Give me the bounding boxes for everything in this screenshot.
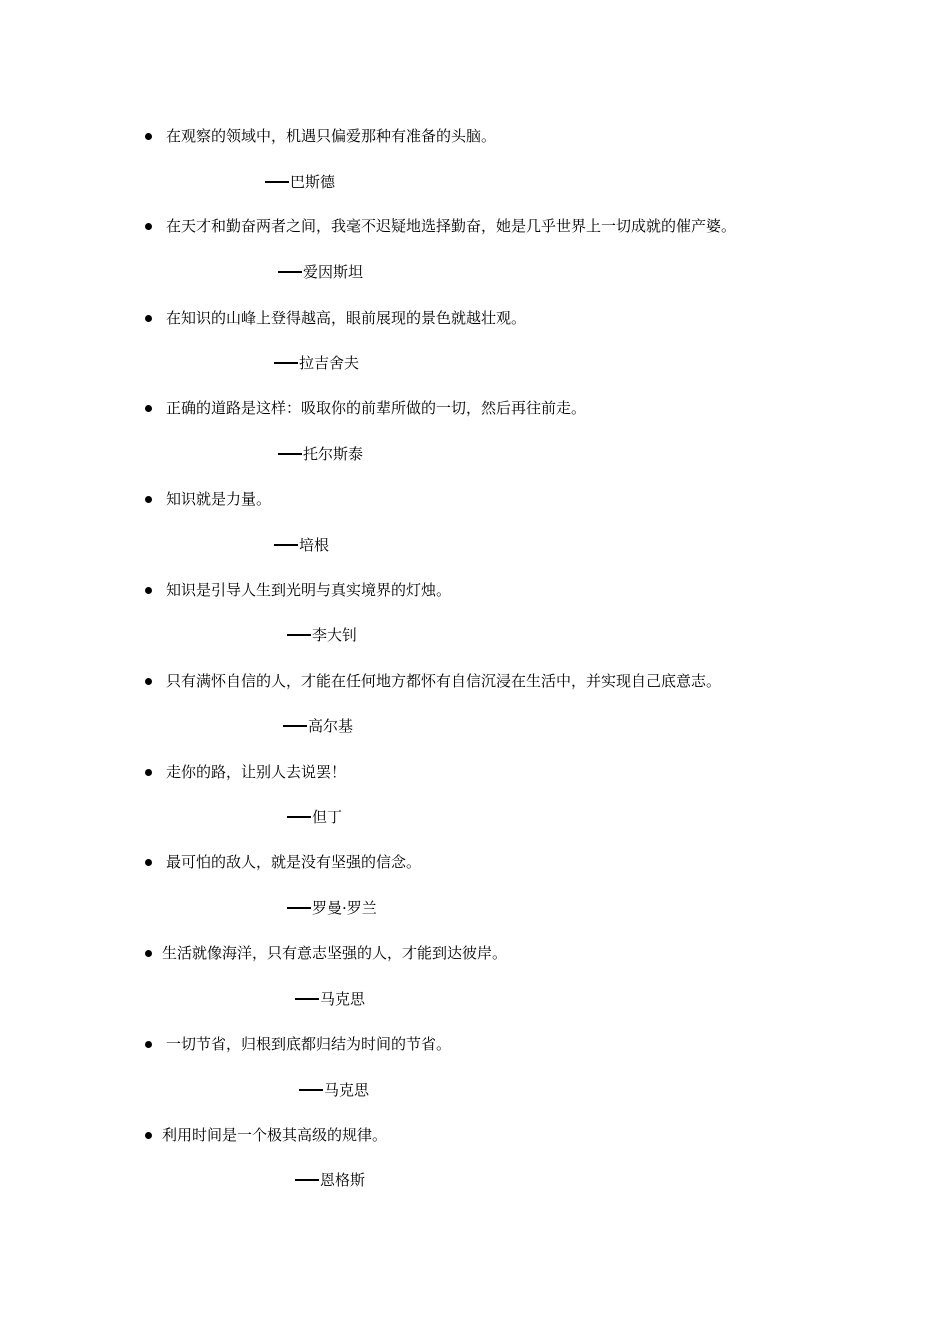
quote-item <box>145 1123 387 1147</box>
quote-text: 知识就是力量。 <box>166 490 272 508</box>
quote-attribution <box>295 987 365 1011</box>
bullet-icon <box>145 859 152 866</box>
em-dash-icon <box>283 725 307 727</box>
quote-attribution <box>287 896 377 920</box>
quote-attribution <box>287 805 342 829</box>
quote-attribution <box>299 1078 369 1102</box>
quote-author: 培根 <box>299 536 330 554</box>
em-dash-icon <box>287 907 311 909</box>
quote-text: 在观察的领域中，机遇只偏爱那种有准备的头脑。 <box>166 127 497 145</box>
em-dash-icon <box>295 998 319 1000</box>
quote-attribution <box>278 442 363 466</box>
quote-text: 正确的道路是这样：吸取你的前辈所做的一切，然后再往前走。 <box>166 399 587 417</box>
bullet-icon <box>145 678 152 685</box>
bullet-icon <box>145 1041 152 1048</box>
quote-author: 爱因斯坦 <box>303 263 364 281</box>
quote-attribution <box>287 623 357 647</box>
quote-text: 在知识的山峰上登得越高，眼前展现的景色就越壮观。 <box>166 309 527 327</box>
quote-author: 罗曼·罗兰 <box>312 899 377 917</box>
em-dash-icon <box>265 181 289 183</box>
quote-author: 高尔基 <box>308 717 354 735</box>
quote-item <box>145 124 496 148</box>
quote-author: 托尔斯泰 <box>303 445 364 463</box>
quote-item <box>145 578 451 602</box>
quote-text: 最可怕的敌人，就是没有坚强的信念。 <box>166 853 422 871</box>
em-dash-icon <box>278 453 302 455</box>
quote-item <box>145 760 346 784</box>
quote-attribution <box>274 351 359 375</box>
bullet-icon <box>145 950 152 957</box>
quote-attribution <box>278 260 363 284</box>
quote-text: 一切节省，归根到底都归结为时间的节省。 <box>166 1035 452 1053</box>
quote-attribution <box>274 533 329 557</box>
bullet-icon <box>145 496 152 503</box>
em-dash-icon <box>287 816 311 818</box>
quote-text: 生活就像海洋，只有意志坚强的人，才能到达彼岸。 <box>162 944 508 962</box>
quote-item <box>145 487 271 511</box>
quote-author: 但丁 <box>312 808 343 826</box>
quote-item <box>145 306 526 330</box>
em-dash-icon <box>299 1089 323 1091</box>
em-dash-icon <box>274 362 298 364</box>
quote-author: 恩格斯 <box>320 1171 366 1189</box>
quote-text: 在天才和勤奋两者之间，我毫不迟疑地选择勤奋，她是几乎世界上一切成就的催产婆。 <box>166 217 737 235</box>
bullet-icon <box>145 223 152 230</box>
quote-text: 只有满怀自信的人，才能在任何地方都怀有自信沉浸在生活中，并实现自己底意志。 <box>166 672 722 690</box>
em-dash-icon <box>287 634 311 636</box>
quote-author: 李大钊 <box>312 626 358 644</box>
quote-author: 巴斯德 <box>290 173 336 191</box>
bullet-icon <box>145 1132 152 1139</box>
quote-attribution <box>295 1168 365 1192</box>
quote-item <box>145 214 736 238</box>
quote-item <box>145 941 507 965</box>
quote-attribution <box>265 170 335 194</box>
em-dash-icon <box>274 544 298 546</box>
quote-text: 知识是引导人生到光明与真实境界的灯烛。 <box>166 581 452 599</box>
em-dash-icon <box>295 1179 319 1181</box>
em-dash-icon <box>278 271 302 273</box>
quote-item <box>145 396 586 420</box>
bullet-icon <box>145 133 152 140</box>
quote-attribution <box>283 714 353 738</box>
quote-author: 马克思 <box>324 1081 370 1099</box>
quote-author: 马克思 <box>320 990 366 1008</box>
quote-item <box>145 850 421 874</box>
quote-text: 走你的路，让别人去说罢！ <box>166 763 347 781</box>
bullet-icon <box>145 587 152 594</box>
bullet-icon <box>145 769 152 776</box>
quote-text: 利用时间是一个极其高级的规律。 <box>162 1126 388 1144</box>
bullet-icon <box>145 315 152 322</box>
bullet-icon <box>145 405 152 412</box>
quote-author: 拉吉舍夫 <box>299 354 360 372</box>
quote-item <box>145 669 721 693</box>
quote-item <box>145 1032 451 1056</box>
